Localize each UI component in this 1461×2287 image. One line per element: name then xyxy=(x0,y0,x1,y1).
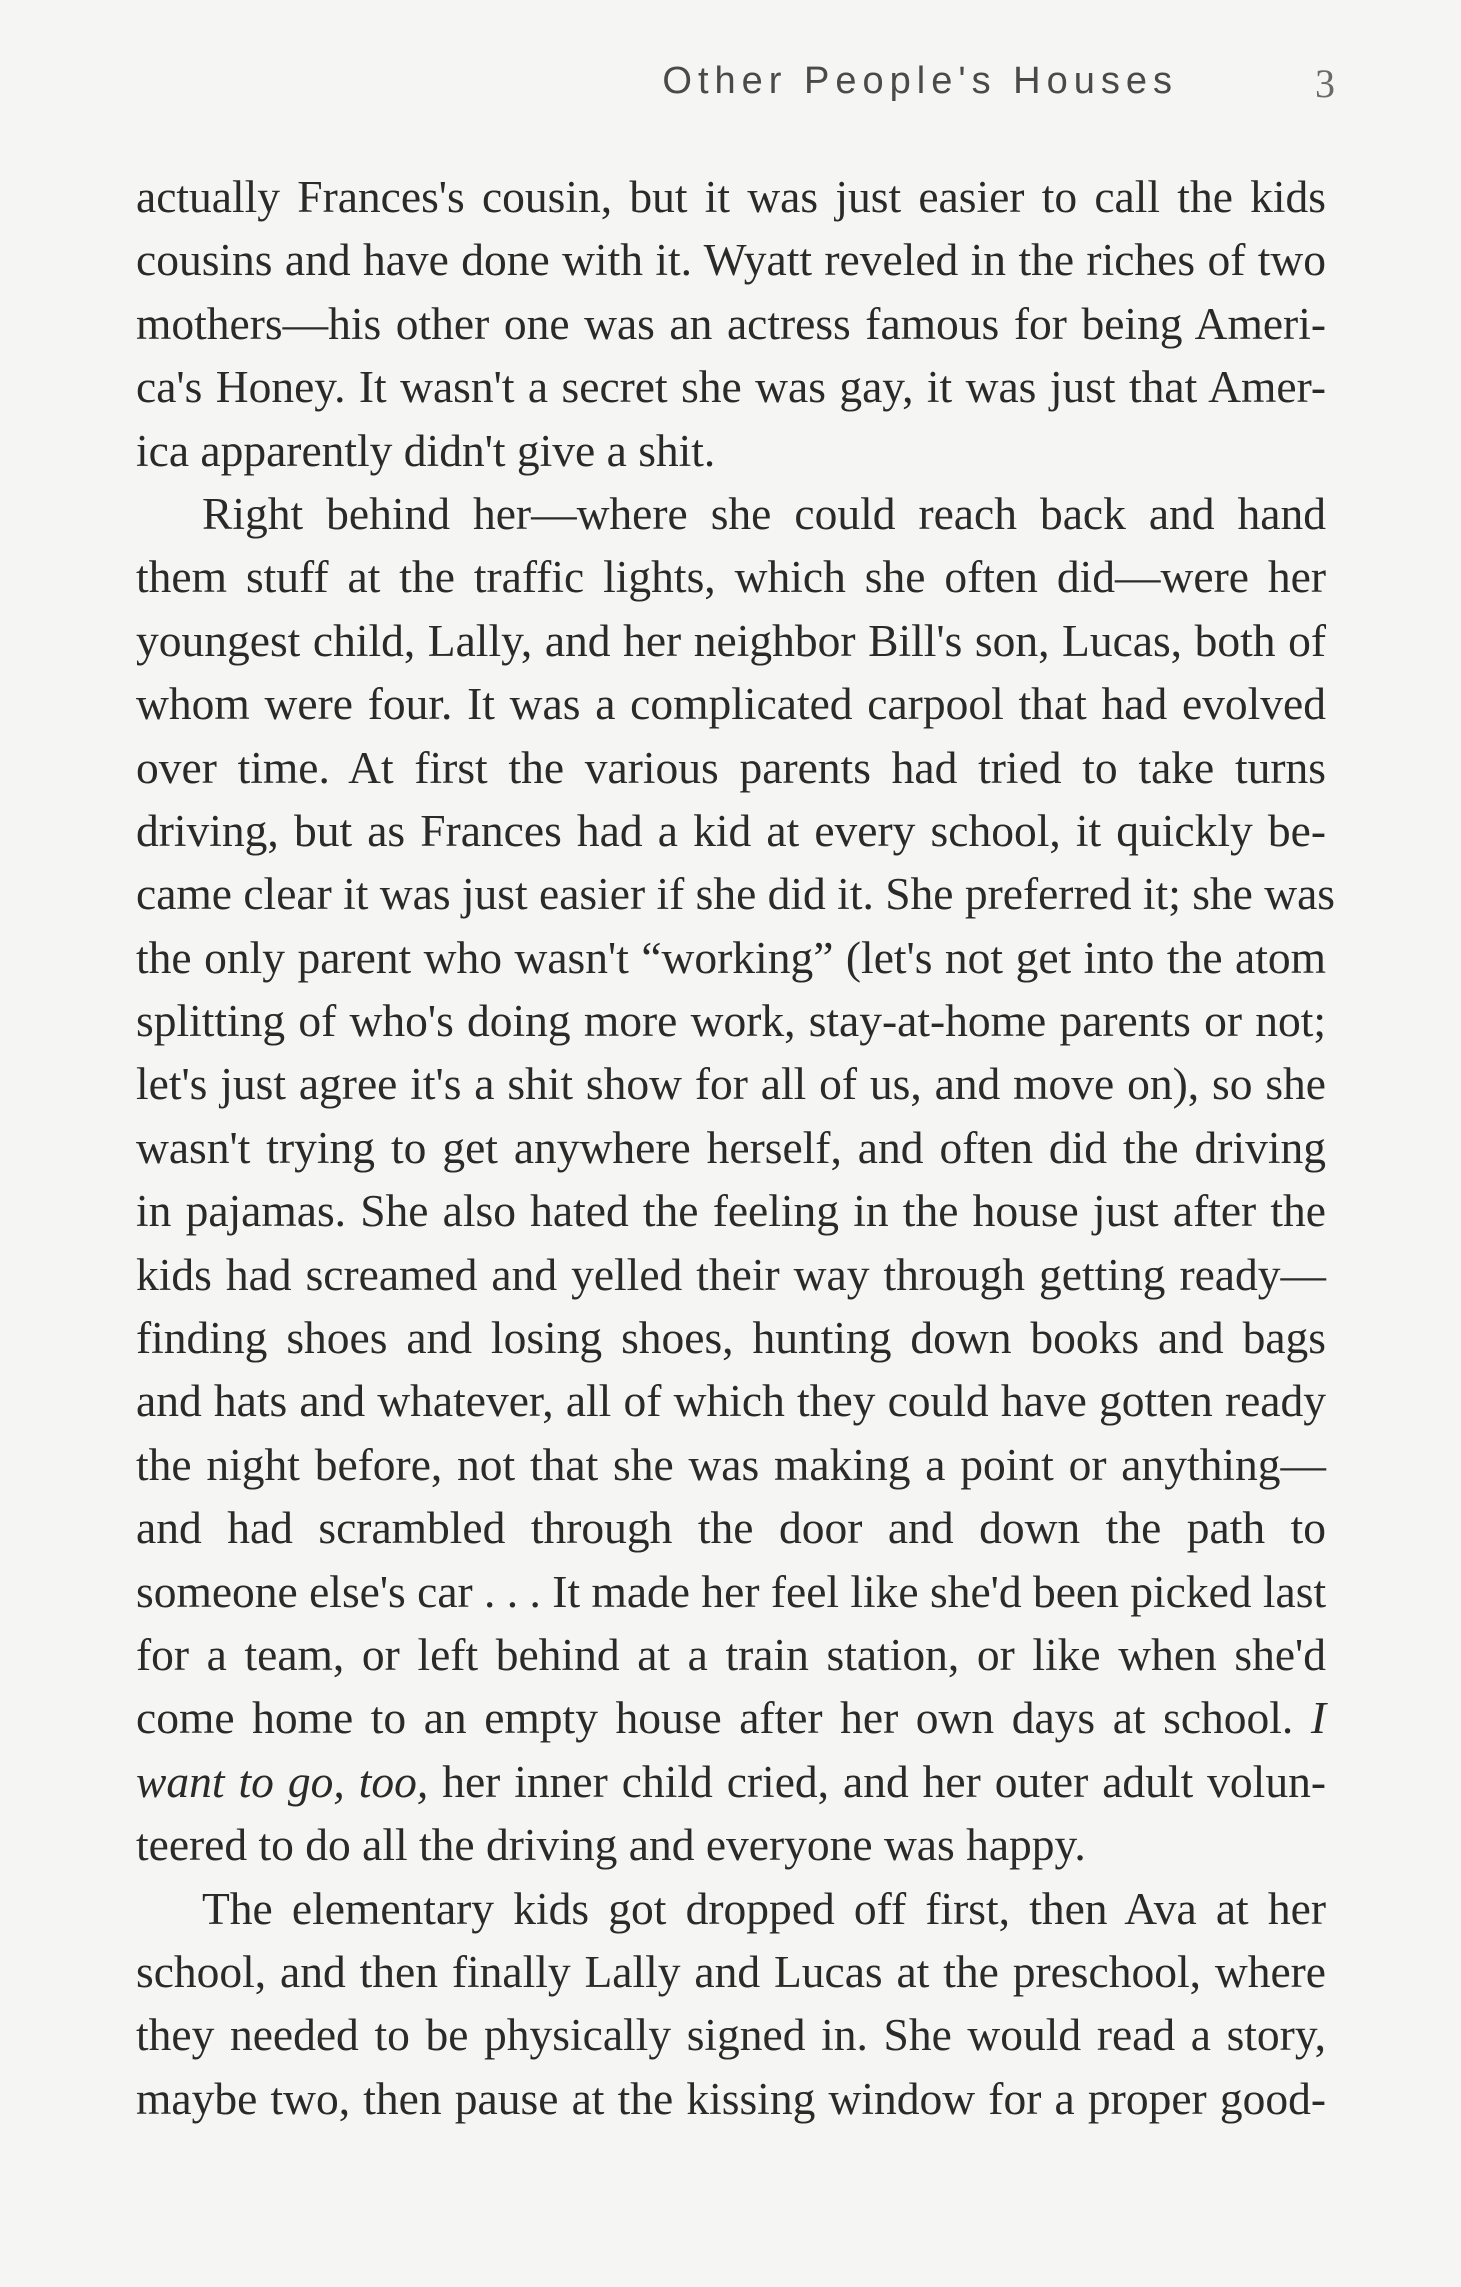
text-line: Right behind her—where she could reach back and hand xyxy=(202,487,1326,539)
text-line: The elementary kids got dropped off first, then Ava at her xyxy=(202,1882,1326,1934)
text-line: wasn't trying to get anywhere herself, and often did the driving xyxy=(136,1121,1326,1173)
text-line: kids had screamed and yelled their way through getting ready— xyxy=(136,1248,1326,1300)
text-line: over time. At first the various parents had tried to take turns xyxy=(136,741,1326,793)
text-line: and had scrambled through the door and down the path to xyxy=(136,1502,1326,1554)
italic-run: I xyxy=(1310,1692,1327,1744)
text-line: someone else's car . . . It made her feel like she'd been picked last xyxy=(136,1565,1327,1617)
page-number: 3 xyxy=(1315,61,1335,106)
text-line: actually Frances's cousin, but it was just easier to call the kids xyxy=(136,171,1326,222)
text-line: them stuff at the traffic lights, which she often did—were her xyxy=(136,551,1326,603)
text-run: her inner child cried, and her outer adult volun- xyxy=(442,1755,1326,1807)
text-line: mothers—his other one was an actress famous for being Ameri- xyxy=(136,297,1326,349)
running-title: Other People's Houses xyxy=(662,60,1178,102)
running-head xyxy=(0,58,1461,118)
text-line: school, and then finally Lally and Lucas at the preschool, where xyxy=(136,1945,1326,1997)
text-line: cousins and have done with it. Wyatt reveled in the riches of two xyxy=(136,234,1326,286)
text-line xyxy=(136,1686,1326,1749)
text-line: and hats and whatever, all of which they could have gotten ready xyxy=(136,1375,1326,1427)
text-line: the only parent who wasn't “working” (let's not get into the atom xyxy=(136,931,1326,983)
italic-run: want to go, too, xyxy=(136,1755,429,1807)
text-run: come home to an empty house after her own days at school. xyxy=(136,1692,1294,1744)
text-line: whom were four. It was a complicated carpool that had evolved xyxy=(136,678,1326,730)
text-line: youngest child, Lally, and her neighbor Bill's son, Lucas, both of xyxy=(136,614,1326,666)
text-line: let's just agree it's a shit show for all of us, and move on), so she xyxy=(136,1058,1326,1110)
body-text xyxy=(136,165,1335,2130)
text-line: ica apparently didn't give a shit. xyxy=(136,424,716,476)
text-line: teered to do all the driving and everyone was happy. xyxy=(136,1819,1086,1871)
text-line: maybe two, then pause at the kissing window for a proper good- xyxy=(136,2072,1326,2124)
text-line: splitting of who's doing more work, stay-at-home parents or not; xyxy=(136,995,1326,1047)
text-line: finding shoes and losing shoes, hunting down books and bags xyxy=(136,1312,1326,1364)
text-line: they needed to be physically signed in. She would read a story, xyxy=(136,2009,1326,2061)
text-line: came clear it was just easier if she did it. She preferred it; she was xyxy=(136,868,1335,920)
text-line: the night before, not that she was making a point or anything— xyxy=(136,1438,1326,1490)
text-line: in pajamas. She also hated the feeling in the house just after the xyxy=(136,1185,1326,1237)
text-line: driving, but as Frances had a kid at every school, it quickly be- xyxy=(136,804,1326,856)
text-line: ca's Honey. It wasn't a secret she was gay, it was just that Amer- xyxy=(136,361,1326,413)
text-line xyxy=(136,1750,1326,1813)
text-line: for a team, or left behind at a train station, or like when she'd xyxy=(136,1628,1326,1680)
